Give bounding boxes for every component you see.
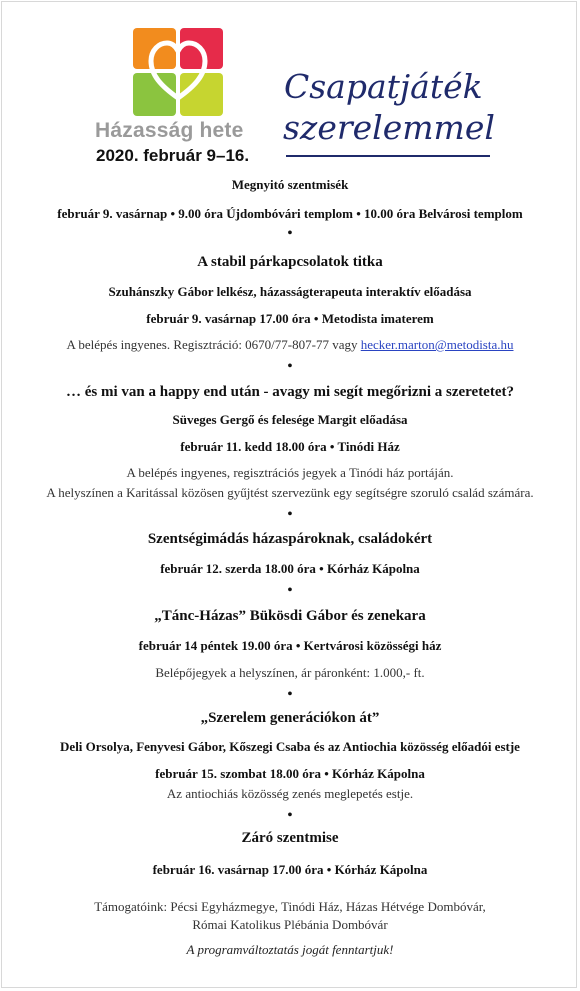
section-5-note: Belépőjegyek a helyszínen, ár páronként: 1.000,- ft. [155,665,425,680]
logo-date: 2020. február 9–16. [96,146,250,165]
section-5-title: „Tánc-Házas” Bükösdi Gábor és zenekara [154,608,426,624]
registration-email-link[interactable]: hecker.marton@metodista.hu [360,337,514,352]
separator-6: • [287,808,293,823]
separator-3: • [287,507,293,522]
sponsors-line-1: Támogatóink: Pécsi Egyházmegye, Tinódi Ház, Házas Hétvége Dombóvár, [94,899,486,914]
separator-5: • [287,687,293,702]
section-3-note-1: A belépés ingyenes, regisztrációs jegyek a Tinódi ház portáján. [126,465,454,480]
slogan-line-1: Csapatjáték [284,67,483,106]
section-6-title: „Szerelem generációkon át” [200,710,380,726]
section-6-note: Az antiochiás közösség zenés meglepetés estje. [166,786,414,801]
section-2-speaker: Szuhánszky Gábor lelkész, házasságterapeuta interaktív előadása [108,284,472,299]
section-2-when: február 9. vasárnap 17.00 óra • Metodista imaterem [146,311,434,326]
section-2-note-text: A belépés ingyenes. Regisztráció: 0670/77-807-77 vagy [66,337,361,352]
section-2-note [0,337,580,353]
section-7-title: Záró szentmise [241,830,339,846]
slogan-underline [286,155,490,157]
slogan-line-2: szerelemmel [283,108,495,147]
section-5-when: február 14 péntek 19.00 óra • Kertvárosi közösségi ház [138,638,442,653]
hazassag-hete-logo [133,28,223,116]
separator-2: • [287,359,293,374]
section-3-note-2: A helyszínen a Karitással közösen gyűjtést szervezünk egy segítségre szoruló család számára. [46,485,534,500]
section-3-when: február 11. kedd 18.00 óra • Tinódi Ház [180,439,400,454]
sponsors-line-2: Római Katolikus Plébánia Dombóvár [192,917,388,932]
section-4-when: február 12. szerda 18.00 óra • Kórház Kápolna [160,561,420,576]
section-3-speaker: Süveges Gergő és felesége Margit előadása [172,412,408,427]
section-2-title: A stabil párkapcsolatok titka [197,254,383,270]
section-6-speaker: Deli Orsolya, Fenyvesi Gábor, Kőszegi Csaba és az Antiochia közösség előadói estje [60,739,520,754]
section-1-when: február 9. vasárnap • 9.00 óra Újdombóvári templom • 10.00 óra Belvárosi templom [57,206,523,221]
logo-title: Házasság hete [95,119,244,142]
slogan [283,66,495,148]
section-6-when: február 15. szombat 18.00 óra • Kórház Kápolna [155,766,425,781]
section-7-when: február 16. vasárnap 17.00 óra • Kórház Kápolna [152,862,428,877]
section-1-title: Megnyitó szentmisék [231,177,349,192]
section-3-title: … és mi van a happy end után - avagy mi segít megőrizni a szeretetet? [65,384,514,400]
separator-4: • [287,583,293,598]
separator-1: • [287,226,293,241]
disclaimer: A programváltoztatás jogát fenntartjuk! [186,942,394,957]
section-4-title: Szentségimádás házaspároknak, családokért [147,531,433,547]
